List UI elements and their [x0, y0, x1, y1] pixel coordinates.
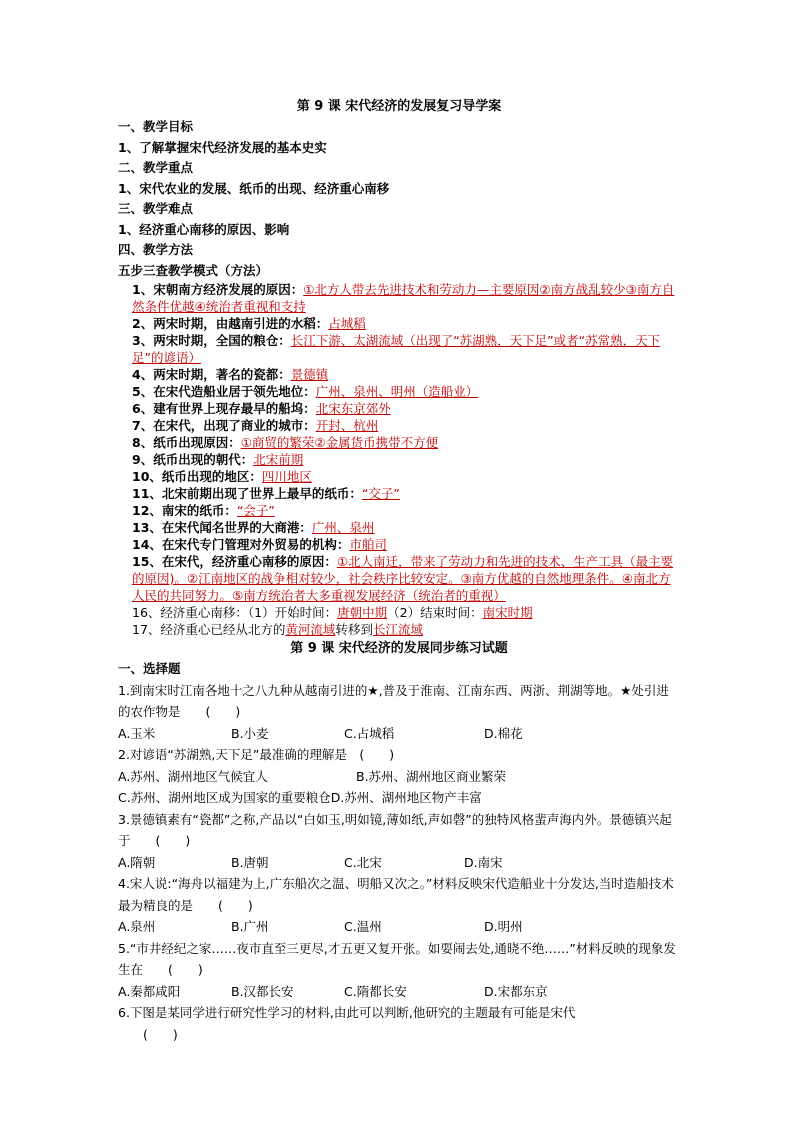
review-item [118, 485, 680, 502]
review-item [118, 451, 680, 468]
option-row [118, 787, 680, 809]
document-title: 第 9 课 宋代经济的发展复习导学案 [296, 99, 502, 114]
option: A.秦都咸阳 [118, 983, 181, 999]
question-text: 6.下图是某同学进行研究性学习的材料,由此可以判断,他研究的主题最有可能是宋代 [118, 1005, 576, 1020]
review-answer: 景德镇 [290, 367, 329, 382]
review-item [118, 400, 680, 417]
review-answer: ①北人南迁，带来了劳动力和先进的技术、生产工具（最主要的原因)。②江南地区的战争相对较少，社会秩序比较安定。③南方优越的自然地理条件。④南北方人民的共同努力。⑤南方统治者大多重视发展经济（统治者的重视） [132, 554, 674, 603]
option: B.小麦 [231, 725, 269, 741]
heading-teaching-goals: 一、教学目标 [118, 119, 194, 134]
review-item [118, 315, 680, 332]
review-items [118, 281, 680, 638]
question-text: 3.景德镇素有“瓷都”之称,产品以“白如玉,明如镜,薄如纸,声如磬”的独特风格蜚声海内外。景德镇兴起于 ( ) [118, 811, 672, 848]
review-item [118, 417, 680, 434]
question-text: 1.到南宋时江南各地十之八九种从越南引进的★,普及于淮南、江南东西、两浙、荆湖等地。★处引进的农作物是 ( ) [118, 682, 669, 719]
review-answer: 北宋前期 [253, 452, 304, 467]
option-row [118, 981, 680, 1003]
heading-difficulties: 三、教学难点 [118, 201, 194, 216]
review-answer: 北宋东京郊外 [315, 401, 391, 416]
review-question: 7、在宋代，出现了商业的城市： [132, 418, 316, 433]
option: A.隋朝 [118, 854, 156, 870]
review-answer: 长江下游、太湖流域（出现了“苏湖熟，天下足”或者“苏常熟，天下足”的谚语） [132, 333, 661, 365]
review-question: 2、两宋时期，由越南引进的水稻： [132, 316, 329, 331]
review-item [118, 281, 680, 315]
review-answer: ①商贸的繁荣②金属货币携带不方便 [240, 435, 439, 450]
difficulty-item: 1、经济重心南移的原因、影响 [118, 221, 290, 237]
review-answer: ①北方人带去先进技术和劳动力—主要原因②南方战乱较少③南方自然条件优越④统治者重视和支持 [132, 282, 675, 314]
review-answer: 广州、泉州 [311, 520, 375, 535]
option: D.明州 [484, 919, 523, 934]
question-text: 2.对谚语“苏湖熟,天下足”最准确的理解是 ( ) [118, 747, 395, 762]
review-item [118, 332, 680, 366]
review-item [118, 519, 680, 536]
option: B.苏州、湖州地区商业繁荣 [356, 768, 507, 784]
review-item [118, 604, 680, 621]
question-text: 4.宋人说:“海舟以福建为上,广东船次之温、明船又次之。”材料反映宋代造船业十分发达,当时造船技术最为精良的是 ( ) [118, 876, 674, 913]
option: C.苏州、湖州地区成为国家的重要粮仓 [118, 790, 331, 805]
method-item: 五步三查教学模式（方法） [118, 262, 269, 278]
review-question: 8、纸币出现原因： [132, 435, 241, 450]
review-question: 16、经济重心南移：（1）开始时间： [132, 605, 338, 620]
review-item [118, 468, 680, 485]
document-page [118, 96, 680, 1045]
review-question: 5、在宋代造船业居于领先地位： [132, 384, 316, 399]
review-item [118, 621, 680, 638]
review-question: 12、南宋的纸币： [132, 503, 237, 518]
option: D.宋都东京 [484, 983, 548, 999]
review-question: 转移到 [335, 622, 373, 637]
heading-method: 四、教学方法 [118, 242, 194, 257]
option: B.唐朝 [231, 854, 269, 870]
heading-choice-questions: 一、选择题 [118, 661, 181, 676]
review-question: 9、纸币出现的朝代： [132, 452, 254, 467]
review-answer: 市舶司 [349, 537, 387, 552]
review-question: 4、两宋时期，著名的瓷都： [132, 367, 291, 382]
goal-item: 1、了解掌握宋代经济发展的基本史实 [118, 139, 327, 155]
review-answer: 开封、杭州 [315, 418, 379, 433]
review-answer: 黄河流域 [285, 622, 336, 637]
review-item [118, 383, 680, 400]
review-item [118, 366, 680, 383]
review-answer: “交子” [361, 486, 400, 501]
review-question: 13、在宋代闻名世界的大商港： [132, 520, 312, 535]
review-item [118, 434, 680, 451]
option: D.南宋 [464, 854, 503, 870]
key-point-item: 1、宋代农业的发展、纸币的出现、经济重心南移 [118, 180, 390, 196]
option-row [118, 852, 680, 874]
option-row [118, 916, 680, 938]
option: C.北宋 [344, 854, 382, 870]
option: D.棉花 [484, 725, 523, 741]
review-question: 14、在宋代专门管理对外贸易的机构： [132, 537, 350, 552]
review-question: 3、两宋时期，全国的粮仓： [132, 333, 291, 348]
review-question: 1、宋朝南方经济发展的原因： [132, 282, 304, 297]
review-answer: 唐朝中期 [337, 605, 388, 620]
review-question: 10、纸币出现的地区： [132, 469, 262, 484]
review-question: 17、经济重心已经从北方的 [132, 622, 286, 637]
option: C.温州 [344, 919, 382, 934]
review-question: 15、在宋代，经济重心南移的原因： [132, 554, 337, 569]
question-text: 5.“市井经纪之家……夜市直至三更尽,才五更又复开张。如耍闹去处,通晓不绝……”材料反映的现象发生在 ( ) [118, 940, 676, 977]
review-answer: 南宋时期 [482, 605, 533, 620]
review-answer: 广州、泉州、明州（造船业） [315, 384, 479, 399]
review-answer: 四川地区 [261, 469, 312, 484]
review-answer: 占城稻 [328, 316, 366, 331]
review-item [118, 502, 680, 519]
review-answer: 长江流域 [372, 622, 423, 637]
review-answer: “会子” [236, 503, 275, 518]
option: B.汉都长安 [231, 983, 294, 999]
option-row [118, 723, 680, 745]
option: C.占城稻 [344, 725, 395, 741]
review-question: （2）结束时间： [387, 605, 483, 620]
option: A.苏州、湖州地区气候宜人 [118, 768, 268, 784]
option: A.玉米 [118, 725, 156, 741]
review-question: 6、建有世界上现存最早的船坞： [132, 401, 316, 416]
exercise-title: 第 9 课 宋代经济的发展同步练习试题 [290, 641, 508, 656]
review-item [118, 553, 680, 604]
review-question: 11、北宋前期出现了世界上最早的纸币： [132, 486, 362, 501]
heading-key-points: 二、教学重点 [118, 160, 194, 175]
option: B.广州 [231, 919, 269, 934]
option: A.泉州 [118, 919, 156, 934]
option: D.苏州、湖州地区物产丰富 [330, 790, 482, 805]
option: C.隋都长安 [344, 983, 407, 999]
option-row [118, 766, 680, 788]
review-item [118, 536, 680, 553]
question-tail: ( ) [118, 1026, 178, 1042]
question-list [118, 680, 680, 1046]
